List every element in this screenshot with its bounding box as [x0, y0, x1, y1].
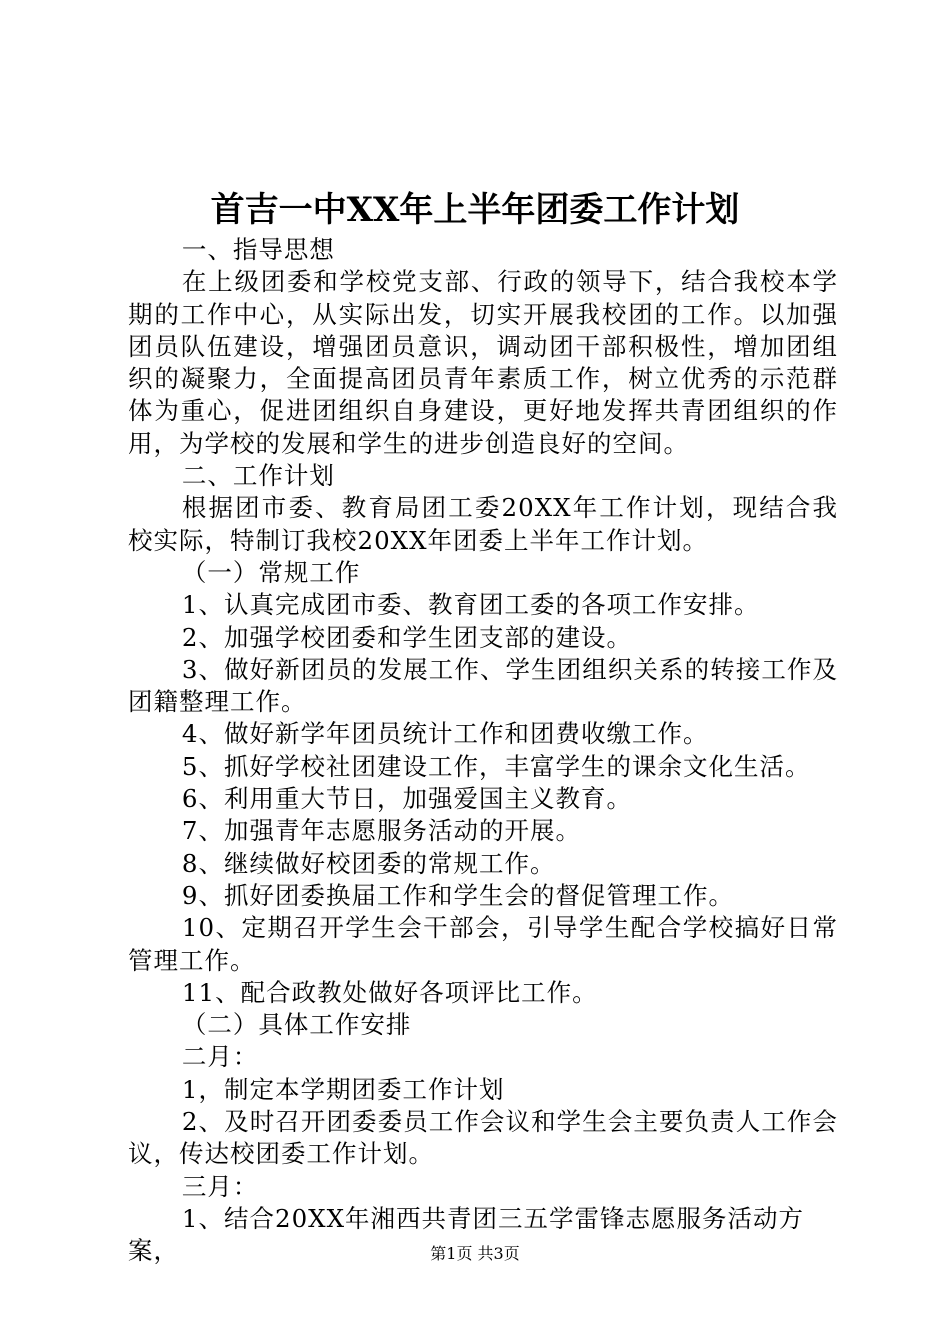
list-item: 8、继续做好校团委的常规工作。 [181, 848, 556, 878]
paragraph: 在上级团委和学校党支部、行政的领导下，结合我校本学期的工作中心，从实际出发，切实开展我校团的工作。以加强团员队伍建设，增强团员意识，调动团干部积极性，增加团组织的凝聚力，全面提高团员青年素质工作，树立优秀的示范群体为重心，促进团组织自身建设，更好地发挥共青团组织的作用，为学校的发展和学生的进步创造良好的空间。 [128, 267, 838, 458]
section-heading: 一、指导思想 [181, 235, 335, 264]
list-item: 4、做好新学年团员统计工作和团费收缴工作。 [181, 719, 709, 749]
list-item: 6、利用重大节日，加强爱国主义教育。 [181, 784, 632, 814]
section-heading: 二、工作计划 [181, 461, 335, 491]
month-heading: 二月： [181, 1042, 259, 1072]
subsection-heading: （二）具体工作安排 [181, 1010, 412, 1040]
list-item: 2、及时召开团委委员工作会议和学生会主要负责人工作会议，传达校团委工作计划。 [128, 1107, 838, 1169]
list-item: 9、抓好团委换届工作和学生会的督促管理工作。 [181, 880, 734, 910]
paragraph: 根据团市委、教育局团工委20XX年工作计划，现结合我校实际，特制订我校20XX年团委上半年工作计划。 [128, 493, 838, 555]
page-footer: 第1页 共3页 [430, 1244, 520, 1263]
list-item: 2、加强学校团委和学生团支部的建设。 [181, 622, 632, 652]
list-item: 1，制定本学期团委工作计划 [181, 1074, 505, 1104]
document-title: 首吉一中XX年上半年团委工作计划 [210, 190, 740, 230]
list-item: 7、加强青年志愿服务活动的开展。 [181, 816, 581, 846]
list-item: 1、结合20XX年湘西共青团三五学雷锋志愿服务活动方案， [128, 1203, 805, 1266]
list-item: 10、定期召开学生会干部会，引导学生配合学校搞好日常管理工作。 [128, 913, 838, 975]
list-item: 5、抓好学校社团建设工作，丰富学生的课余文化生活。 [181, 751, 811, 781]
list-item: 3、做好新团员的发展工作、学生团组织关系的转接工作及团籍整理工作。 [128, 654, 838, 717]
list-item: 11、配合政教处做好各项评比工作。 [181, 977, 598, 1007]
subsection-heading: （一）常规工作 [181, 557, 361, 587]
list-item: 1、认真完成团市委、教育团工委的各项工作安排。 [181, 590, 760, 620]
document-body [128, 234, 838, 1268]
month-heading: 三月： [181, 1171, 259, 1201]
